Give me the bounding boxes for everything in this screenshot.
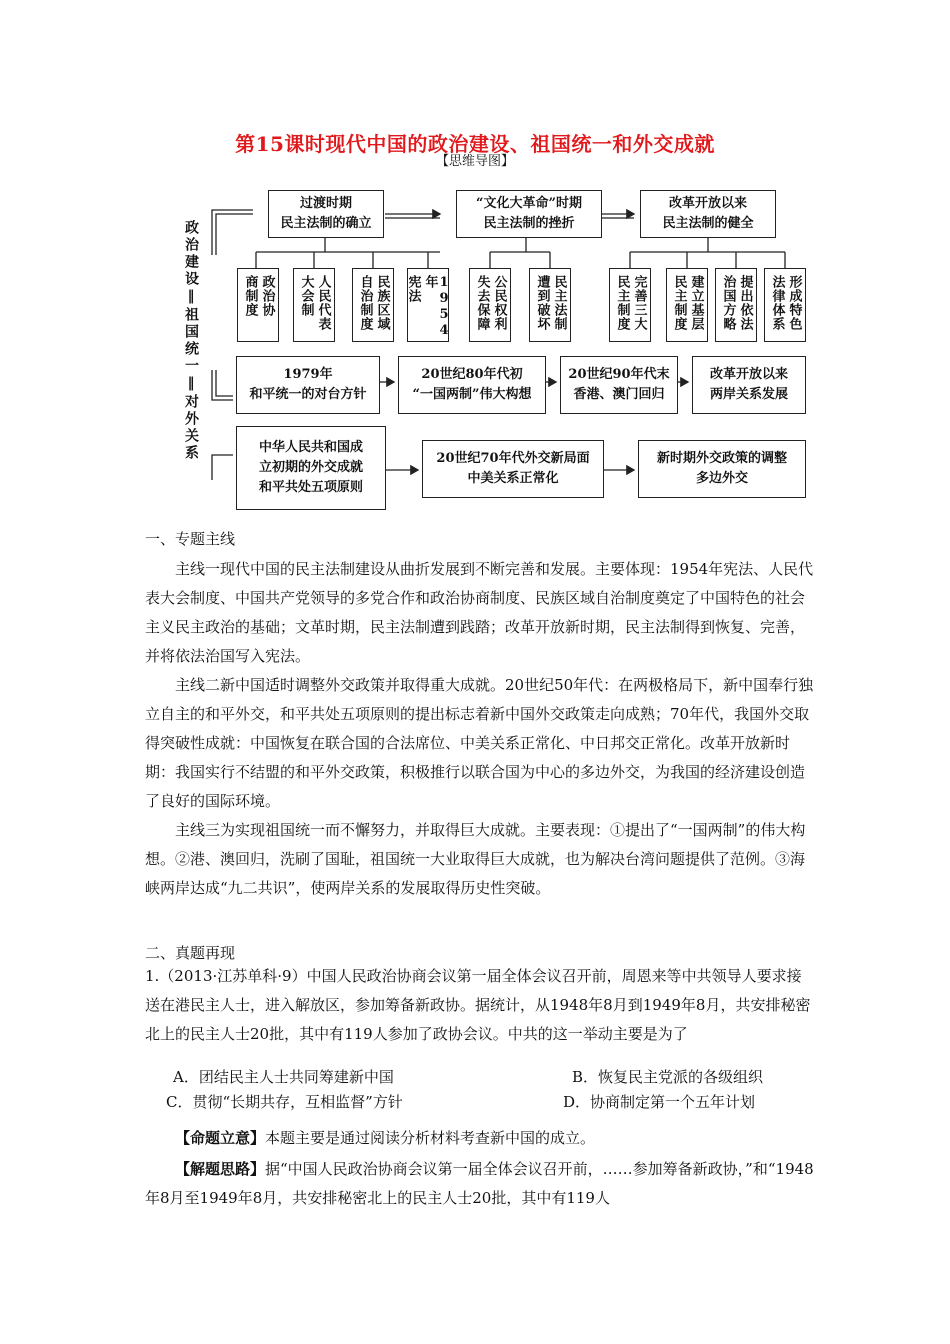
option-a: A．团结民主人士共同筹建新中国 bbox=[173, 1068, 394, 1086]
intent-line bbox=[145, 1124, 815, 1153]
politics-sub-box: 商制度 政治协 bbox=[237, 268, 279, 342]
diplomacy-box: 中华人民共和国成 立初期的外交成就 和平共处五项原则 bbox=[236, 426, 386, 510]
mindmap-side-label: 政治建设‖祖国统一‖对外关系 bbox=[183, 220, 199, 462]
reunification-box: 20世纪90年代末 香港、澳门回归 bbox=[560, 356, 678, 414]
option-c: C．贯彻“长期共存，互相监督”方针 bbox=[166, 1093, 403, 1111]
option-d: D．协商制定第一个五年计划 bbox=[563, 1093, 756, 1111]
section-heading: 二、真题再现 bbox=[145, 944, 236, 962]
politics-sub-box: 遭到破坏 民主法制 bbox=[529, 268, 571, 342]
politics-sub-box: 民主制度 建立基层 bbox=[666, 268, 708, 342]
option-b: B．恢复民主党派的各级组织 bbox=[572, 1068, 764, 1086]
approach-line bbox=[145, 1155, 815, 1213]
politics-sub-box: 民主制度 完善三大 bbox=[609, 268, 651, 342]
question-stem: 1.（2013·江苏单科·9）中国人民政治协商会议第一届全体会议召开前，周恩来等中共领导人要求接送在港民主人士，进入解放区，参加筹备新政协。据统计，从1948年8月到1949年8月，共安排秘密北上的民主人士20批，其中有119人参加了政协会议。中共的这一举动主要是为了 bbox=[145, 967, 811, 1043]
politics-stage-reform: 改革开放以来 民主法制的健全 bbox=[640, 190, 776, 238]
politics-stage-cultural-revolution: “文化大革命”时期 民主法制的挫折 bbox=[456, 190, 602, 238]
politics-sub-box: 法律体系 形成特色 bbox=[764, 268, 806, 342]
page-title: 第15课时现代中国的政治建设、祖国统一和外交成就 bbox=[235, 132, 715, 156]
mind-map bbox=[0, 0, 950, 520]
reunification-box: 20世纪80年代初 “一国两制”伟大构想 bbox=[398, 356, 546, 414]
paragraph: 主线一现代中国的民主法制建设从曲折发展到不断完善和发展。主要体现：1954年宪法、人民代表大会制度、中国共产党领导的多党合作和政治协商制度、民族区域自治制度奠定了中国特色的社会主义民主政治的基础；文革时期，民主法制遭到践踏；改革开放新时期，民主法制得到恢复、完善，并将依法治国写入宪法。 bbox=[145, 560, 814, 665]
politics-sub-box: 宪法 1954年 bbox=[407, 268, 449, 342]
paragraph: 主线三为实现祖国统一而不懈努力，并取得巨大成就。主要表现：①提出了“一国两制”的伟大构想。②港、澳回归，洗刷了国耻，祖国统一大业取得巨大成就，也为解决台湾问题提供了范例。③海峡两岸达成“九二共识”，使两岸关系的发展取得历史性突破。 bbox=[145, 821, 806, 897]
section-heading: 一、专题主线 bbox=[145, 530, 236, 548]
diplomacy-box: 新时期外交政策的调整 多边外交 bbox=[638, 440, 806, 498]
reunification-box: 1979年 和平统一的对台方针 bbox=[236, 356, 380, 414]
politics-sub-box: 治国方略 提出依法 bbox=[715, 268, 757, 342]
approach-label: 【解题思路】 bbox=[175, 1160, 266, 1178]
section-body bbox=[145, 555, 815, 903]
intent-text: 本题主要是通过阅读分析材料考查新中国的成立。 bbox=[265, 1129, 596, 1147]
diplomacy-box: 20世纪70年代外交新局面 中美关系正常化 bbox=[422, 440, 604, 498]
politics-sub-box: 失去保障 公民权利 bbox=[469, 268, 511, 342]
paragraph: 主线二新中国适时调整外交政策并取得重大成就。20世纪50年代：在两极格局下，新中国奉行独立自主的和平外交，和平共处五项原则的提出标志着新中国外交政策走向成熟；70年代，我国外交取得突破性成就：中国恢复在联合国的合法席位、中美关系正常化、中日邦交正常化。改革开放新时期：我国实行不结盟的和平外交政策，积极推行以联合国为中心的多边外交，为我国的经济建设创造了良好的国际环境。 bbox=[145, 676, 814, 810]
politics-stage-transition: 过渡时期 民主法制的确立 bbox=[268, 190, 384, 238]
intent-label: 【命题立意】 bbox=[175, 1129, 266, 1147]
politics-sub-box: 大会制 人民代表 bbox=[293, 268, 335, 342]
approach-text: 据“中国人民政治协商会议第一届全体会议召开前，……参加筹备新政协，”和“1948年8月至1949年8月，共安排秘密北上的民主人士20批，其中有119人 bbox=[145, 1160, 814, 1207]
reunification-box: 改革开放以来 两岸关系发展 bbox=[692, 356, 806, 414]
politics-sub-box: 自治制度 民族区域 bbox=[352, 268, 394, 342]
page-subtitle: 【思维导图】 bbox=[435, 154, 514, 169]
